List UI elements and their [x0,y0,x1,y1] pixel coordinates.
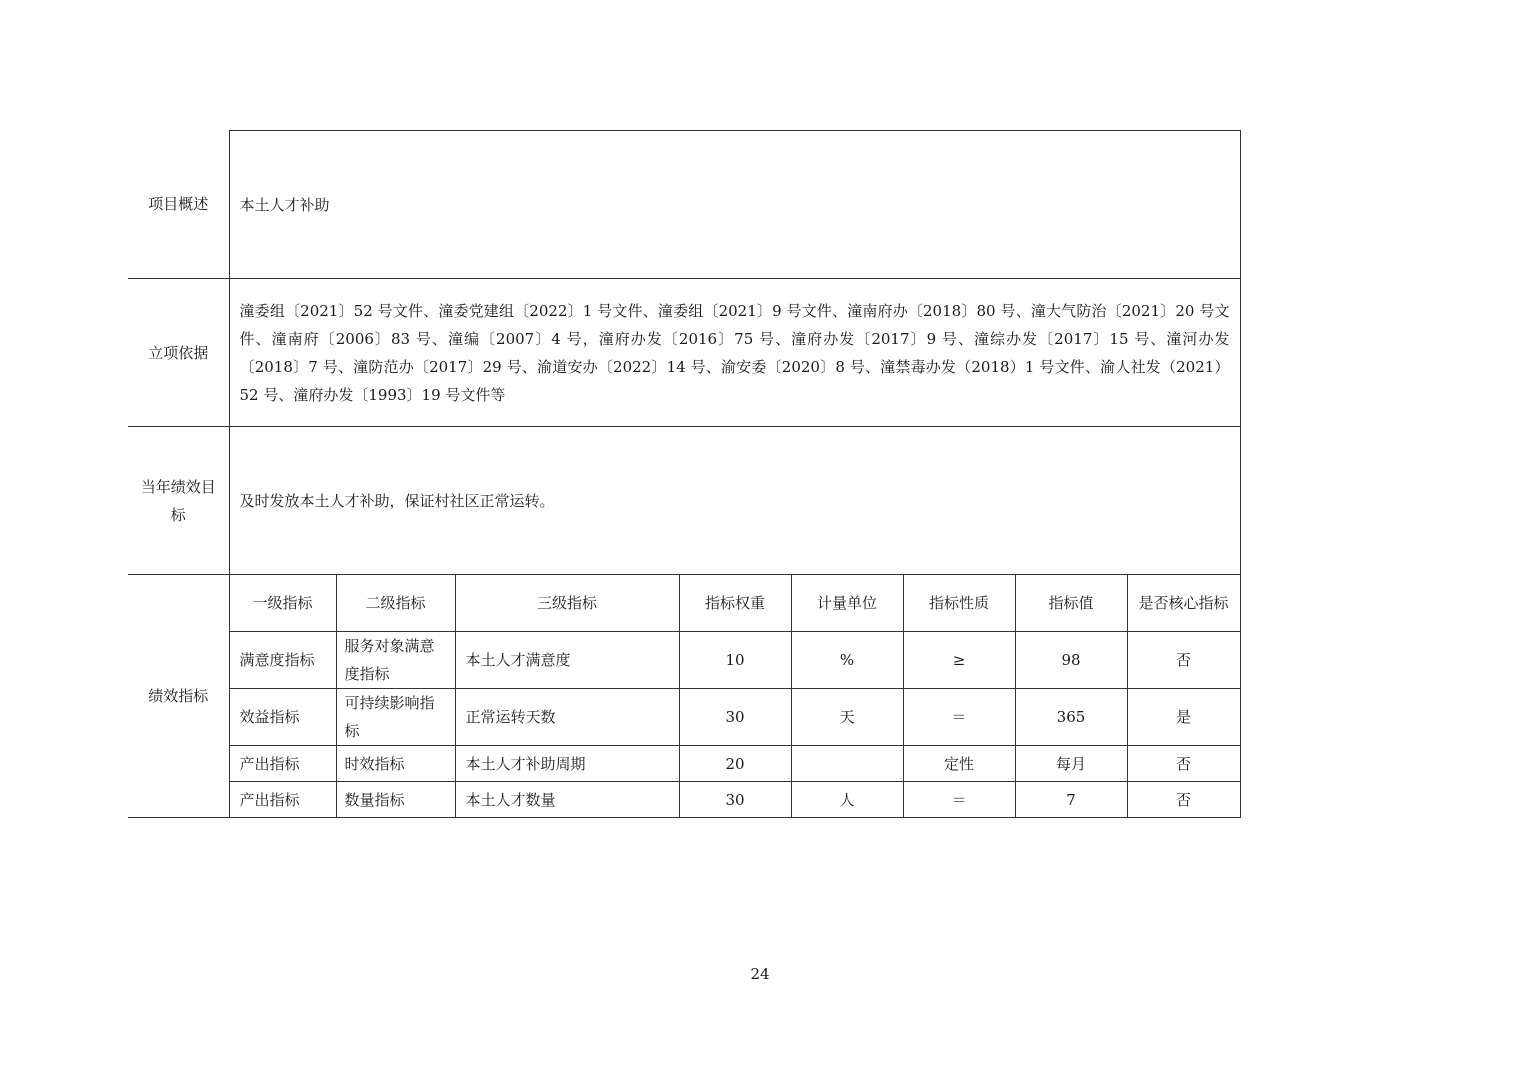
row-core: 否 [1127,782,1240,818]
row-value: 7 [1015,782,1127,818]
row-level3: 本土人才满意度 [455,632,679,689]
overview-value: 本土人才补助 [229,131,1240,279]
row-value: 每月 [1015,746,1127,782]
basis-label: 立项依据 [128,279,229,427]
table-row [128,689,1240,746]
table-row [128,782,1240,818]
row-nature: ＝ [903,689,1015,746]
header-value: 指标值 [1015,575,1127,632]
header-level3: 三级指标 [455,575,679,632]
row-value: 98 [1015,632,1127,689]
goal-row [128,427,1240,575]
header-core: 是否核心指标 [1127,575,1240,632]
row-level3: 本土人才数量 [455,782,679,818]
row-weight: 30 [679,782,791,818]
row-level3: 正常运转天数 [455,689,679,746]
row-core: 是 [1127,689,1240,746]
row-unit [791,746,903,782]
goal-label: 当年绩效目标 [128,427,229,575]
project-performance-table [128,130,1241,818]
row-unit: % [791,632,903,689]
row-level1: 产出指标 [229,746,336,782]
row-unit: 人 [791,782,903,818]
table-row [128,746,1240,782]
page-number: 24 [750,965,770,983]
table-row [128,632,1240,689]
indicator-header-row [128,575,1240,632]
overview-row [128,131,1240,279]
header-level1: 一级指标 [229,575,336,632]
basis-value: 潼委组〔2021〕52 号文件、潼委党建组〔2022〕1 号文件、潼委组〔2021〕9 号文件、潼南府办〔2018〕80 号、潼大气防治〔2021〕20 号文件、潼南府〔2006〕83 号、潼编〔2007〕4 号，潼府办发〔2016〕75 号、潼府办发〔2017〕9 号、潼综办发〔2017〕15 号、潼河办发〔2018〕7 号、潼防范办〔2017〕29 号、渝道安办〔2022〕14 号、渝安委〔2020〕8 号、潼禁毒办发（2018）1 号文件、渝人社发（2021）52 号、潼府办发〔1993〕19 号文件等 [229,279,1240,427]
row-core: 否 [1127,746,1240,782]
row-nature: ≥ [903,632,1015,689]
overview-label: 项目概述 [128,131,229,279]
header-weight: 指标权重 [679,575,791,632]
row-nature: ＝ [903,782,1015,818]
row-core: 否 [1127,632,1240,689]
row-level2: 数量指标 [336,782,455,818]
row-level2: 时效指标 [336,746,455,782]
row-weight: 30 [679,689,791,746]
indicators-label: 绩效指标 [128,575,229,818]
row-level1: 满意度指标 [229,632,336,689]
row-level3: 本土人才补助周期 [455,746,679,782]
row-weight: 20 [679,746,791,782]
header-unit: 计量单位 [791,575,903,632]
goal-value: 及时发放本土人才补助，保证村社区正常运转。 [229,427,1240,575]
row-value: 365 [1015,689,1127,746]
row-level1: 产出指标 [229,782,336,818]
row-level1: 效益指标 [229,689,336,746]
basis-row [128,279,1240,427]
header-level2: 二级指标 [336,575,455,632]
row-nature: 定性 [903,746,1015,782]
row-level2: 服务对象满意度指标 [336,632,455,689]
header-nature: 指标性质 [903,575,1015,632]
row-level2: 可持续影响指标 [336,689,455,746]
row-weight: 10 [679,632,791,689]
row-unit: 天 [791,689,903,746]
